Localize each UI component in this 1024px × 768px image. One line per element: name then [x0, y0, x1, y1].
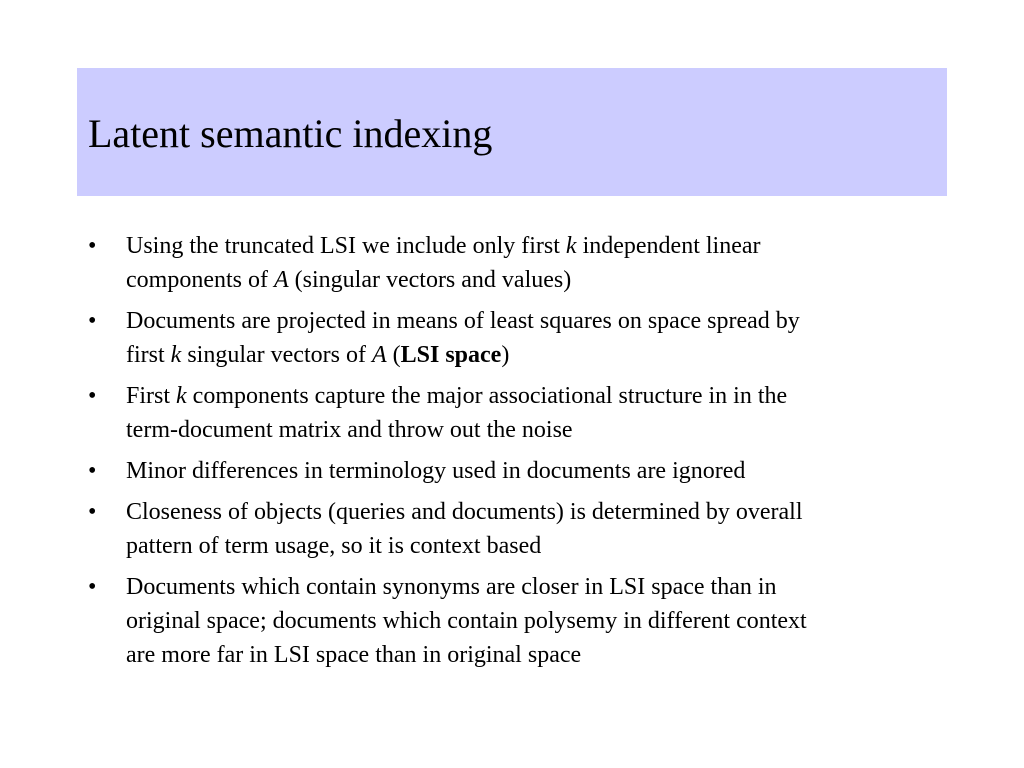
bullet-item: [88, 570, 948, 672]
slide-title: Latent semantic indexing: [88, 111, 493, 156]
bullet-marker: •: [88, 574, 97, 600]
title-band: [77, 68, 947, 196]
bullet-item: [88, 304, 948, 372]
emphasis-term: LSI space: [400, 342, 502, 368]
text-run: independent linear: [576, 233, 761, 259]
text-run: Documents are projected in means of least squares on space spread by: [126, 308, 800, 334]
bullet-item: [88, 454, 948, 488]
text-run: are more far in LSI space than in original space: [126, 642, 582, 668]
bullet-item: [88, 495, 948, 563]
bullet-marker: •: [88, 499, 97, 525]
bullet-line: [126, 604, 948, 638]
bullet-marker: •: [88, 383, 97, 409]
bullet-line: [126, 454, 948, 488]
bullet-marker: •: [88, 458, 97, 484]
bullet-line: [126, 304, 948, 338]
bullet-line: [126, 229, 948, 263]
math-variable: A: [273, 267, 289, 293]
text-run: pattern of term usage, so it is context based: [126, 533, 542, 559]
bullet-marker: •: [88, 308, 97, 334]
text-run: term-document matrix and throw out the noise: [126, 417, 573, 443]
text-run: Minor differences in terminology used in documents are ignored: [126, 458, 746, 484]
bullet-line: [126, 379, 948, 413]
bullet-item: [88, 379, 948, 447]
math-variable: k: [176, 383, 187, 409]
bullet-item: [88, 229, 948, 297]
text-run: Using the truncated LSI we include only first: [126, 233, 566, 259]
bullet-line: [126, 263, 948, 297]
text-run: ): [501, 342, 510, 368]
bullet-list: [88, 229, 948, 679]
bullet-line: [126, 570, 948, 604]
text-run: First: [126, 383, 177, 409]
text-run: first: [126, 342, 171, 368]
text-run: Closeness of objects (queries and documents) is determined by overall: [126, 499, 803, 525]
text-run: components of: [126, 267, 274, 293]
math-variable: A: [371, 342, 387, 368]
text-run: components capture the major associational structure in in the: [186, 383, 788, 409]
bullet-line: [126, 638, 948, 672]
bullet-line: [126, 529, 948, 563]
math-variable: k: [565, 233, 577, 259]
text-run: Documents which contain synonyms are closer in LSI space than in: [126, 574, 777, 600]
math-variable: k: [170, 342, 182, 368]
text-run: original space; documents which contain polysemy in different context: [126, 608, 807, 634]
bullet-line: [126, 338, 948, 372]
bullet-line: [126, 495, 948, 529]
bullet-line: [126, 413, 948, 447]
bullet-marker: •: [88, 233, 97, 259]
text-run: (singular vectors and values): [288, 267, 572, 293]
text-run: (: [386, 342, 401, 368]
text-run: singular vectors of: [181, 342, 372, 368]
